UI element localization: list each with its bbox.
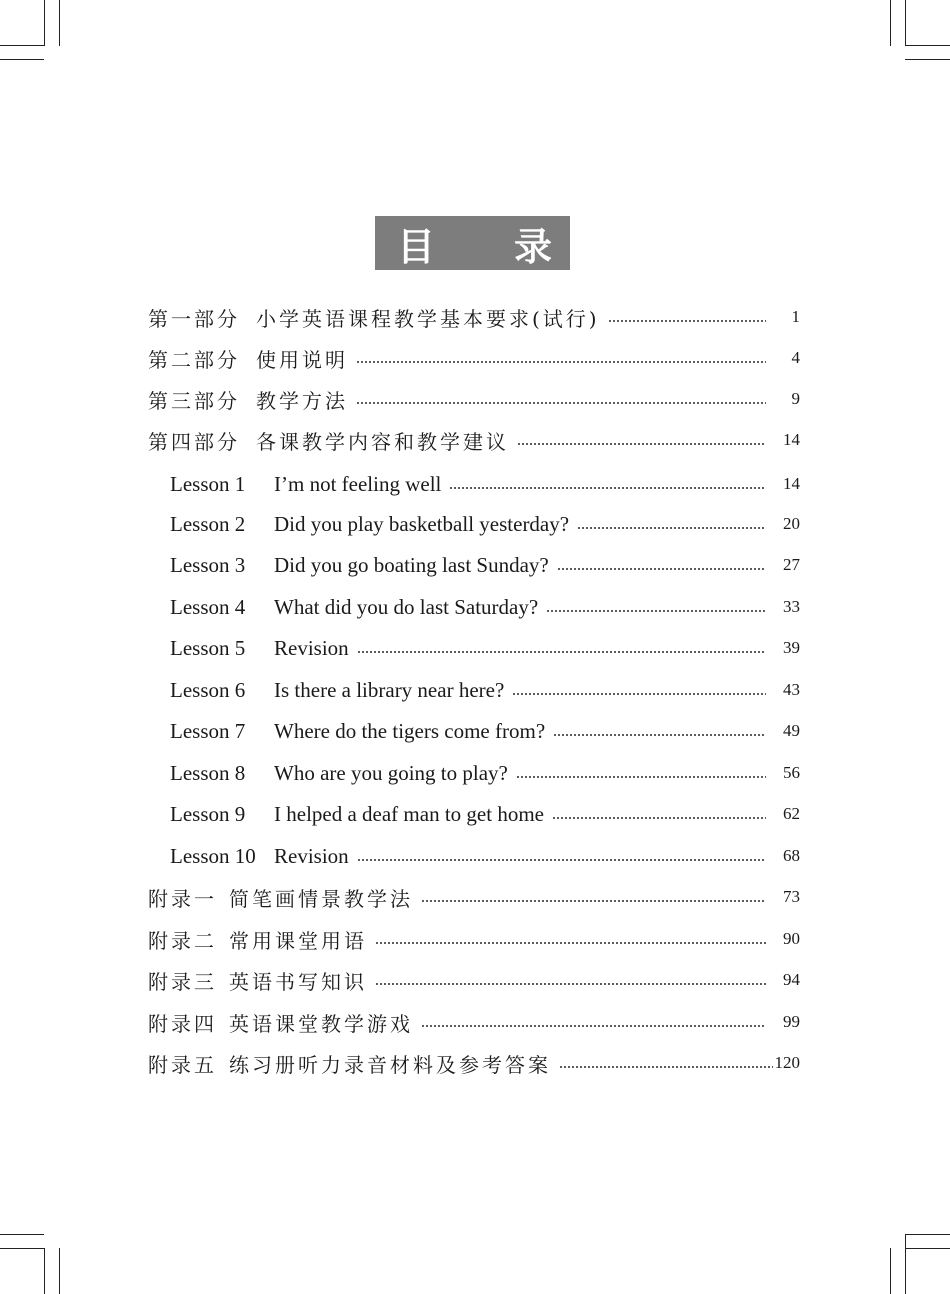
toc-entry-appendix-2[interactable] — [148, 924, 800, 954]
toc-entry-title: 英语课堂教学游戏 — [229, 1011, 413, 1036]
lesson-title: What did you do last Saturday? — [274, 594, 539, 619]
leader-dots — [553, 734, 766, 736]
toc-entry-number: 附录一 — [148, 886, 217, 911]
toc-entry-number: 附录四 — [148, 1011, 217, 1036]
lesson-title: Did you go boating last Sunday? — [274, 552, 549, 577]
toc-entry-page: 39 — [783, 638, 800, 657]
toc-entry-lesson-2[interactable] — [170, 509, 800, 539]
toc-entry-lesson-7[interactable] — [170, 716, 800, 746]
toc-entry-page: 90 — [783, 929, 800, 948]
toc-entry-title: 英语书写知识 — [229, 969, 367, 994]
leader-dots — [608, 320, 766, 322]
toc-entry-appendix-1[interactable] — [148, 882, 800, 912]
leader-dots — [375, 942, 766, 944]
leader-dots — [421, 1025, 766, 1027]
leader-dots — [517, 443, 766, 445]
toc-entry-lesson-4[interactable] — [170, 592, 800, 622]
lesson-number: Lesson 8 — [170, 760, 246, 785]
toc-entry-page: 14 — [783, 474, 800, 493]
toc-entry-page: 99 — [783, 1012, 800, 1031]
toc-entry-title: 各课教学内容和教学建议 — [256, 429, 509, 454]
toc-entry-lesson-10[interactable] — [170, 841, 800, 871]
lesson-title: I helped a deaf man to get home — [274, 801, 544, 826]
lesson-number: Lesson 7 — [170, 718, 246, 743]
lesson-title: Who are you going to play? — [274, 760, 508, 785]
toc-entry-page: 20 — [783, 514, 800, 533]
lesson-number: Lesson 1 — [170, 471, 246, 496]
lesson-number: Lesson 10 — [170, 843, 256, 868]
toc-entry-number: 第三部分 — [148, 388, 240, 413]
leader-dots — [375, 983, 766, 985]
leader-dots — [516, 776, 766, 778]
toc-entry-part-3[interactable] — [148, 384, 800, 414]
lesson-number: Lesson 2 — [170, 511, 246, 536]
toc-entry-appendix-4[interactable] — [148, 1007, 800, 1037]
toc-entry-lesson-8[interactable] — [170, 758, 800, 788]
toc-entry-lesson-6[interactable] — [170, 675, 800, 705]
toc-entry-number: 第二部分 — [148, 347, 240, 372]
toc-entry-page: 14 — [783, 430, 800, 449]
lesson-number: Lesson 4 — [170, 594, 246, 619]
toc-entry-page: 49 — [783, 721, 800, 740]
leader-dots — [449, 487, 766, 489]
toc-entry-lesson-3[interactable] — [170, 550, 800, 580]
toc-entry-number: 附录五 — [148, 1052, 217, 1077]
leader-dots — [557, 568, 766, 570]
toc-entry-title: 练习册听力录音材料及参考答案 — [229, 1052, 551, 1077]
lesson-title: Is there a library near here? — [274, 677, 505, 702]
toc-entry-appendix-3[interactable] — [148, 965, 800, 995]
toc-entry-page: 43 — [783, 680, 800, 699]
toc-entry-page: 4 — [791, 348, 800, 367]
toc-entry-number: 附录三 — [148, 969, 217, 994]
leader-dots — [546, 610, 766, 612]
toc-entry-number: 第一部分 — [148, 306, 240, 331]
lesson-number: Lesson 6 — [170, 677, 246, 702]
lesson-number: Lesson 5 — [170, 635, 246, 660]
title-char-1: 目 — [397, 224, 436, 269]
lesson-title: Revision — [274, 843, 349, 868]
toc-entry-title: 小学英语课程教学基本要求(试行) — [256, 306, 600, 331]
toc-entry-lesson-9[interactable] — [170, 799, 800, 829]
toc-entry-lesson-5[interactable] — [170, 633, 800, 663]
leader-dots — [577, 527, 766, 529]
toc-entry-page: 120 — [774, 1053, 800, 1072]
toc-entry-page: 33 — [783, 597, 800, 616]
toc-entry-page: 1 — [791, 307, 800, 326]
toc-entry-number: 附录二 — [148, 928, 217, 953]
leader-dots — [357, 651, 766, 653]
toc-entry-page: 68 — [783, 846, 800, 865]
lesson-title: I’m not feeling well — [274, 471, 442, 496]
leader-dots — [357, 859, 766, 861]
toc-entry-page: 56 — [783, 763, 800, 782]
toc-entry-title: 使用说明 — [256, 347, 348, 372]
lesson-title: Where do the tigers come from? — [274, 718, 546, 743]
toc-entry-page: 27 — [783, 555, 800, 574]
page-title — [375, 216, 570, 270]
lesson-title: Revision — [274, 635, 349, 660]
lesson-title: Did you play basketball yesterday? — [274, 511, 570, 536]
lesson-number: Lesson 3 — [170, 552, 246, 577]
toc-entry-part-4[interactable] — [148, 425, 800, 455]
leader-dots — [421, 900, 766, 902]
toc-entry-page: 94 — [783, 970, 800, 989]
toc-entry-appendix-5[interactable] — [148, 1048, 800, 1078]
leader-dots — [356, 361, 766, 363]
toc-entry-number: 第四部分 — [148, 429, 240, 454]
lesson-number: Lesson 9 — [170, 801, 246, 826]
leader-dots — [512, 693, 766, 695]
leader-dots — [552, 817, 766, 819]
toc-entry-part-1[interactable] — [148, 302, 800, 332]
leader-dots — [559, 1066, 773, 1068]
toc-entry-lesson-1[interactable] — [170, 469, 800, 499]
leader-dots — [356, 402, 766, 404]
toc-entry-page: 73 — [783, 887, 800, 906]
title-char-2: 录 — [513, 224, 552, 269]
toc-entry-title: 常用课堂用语 — [229, 928, 367, 953]
toc-entry-page: 62 — [783, 804, 800, 823]
toc-entry-title: 简笔画情景教学法 — [229, 886, 413, 911]
toc-entry-title: 教学方法 — [256, 388, 348, 413]
toc-entry-page: 9 — [791, 389, 800, 408]
toc-entry-part-2[interactable] — [148, 343, 800, 373]
